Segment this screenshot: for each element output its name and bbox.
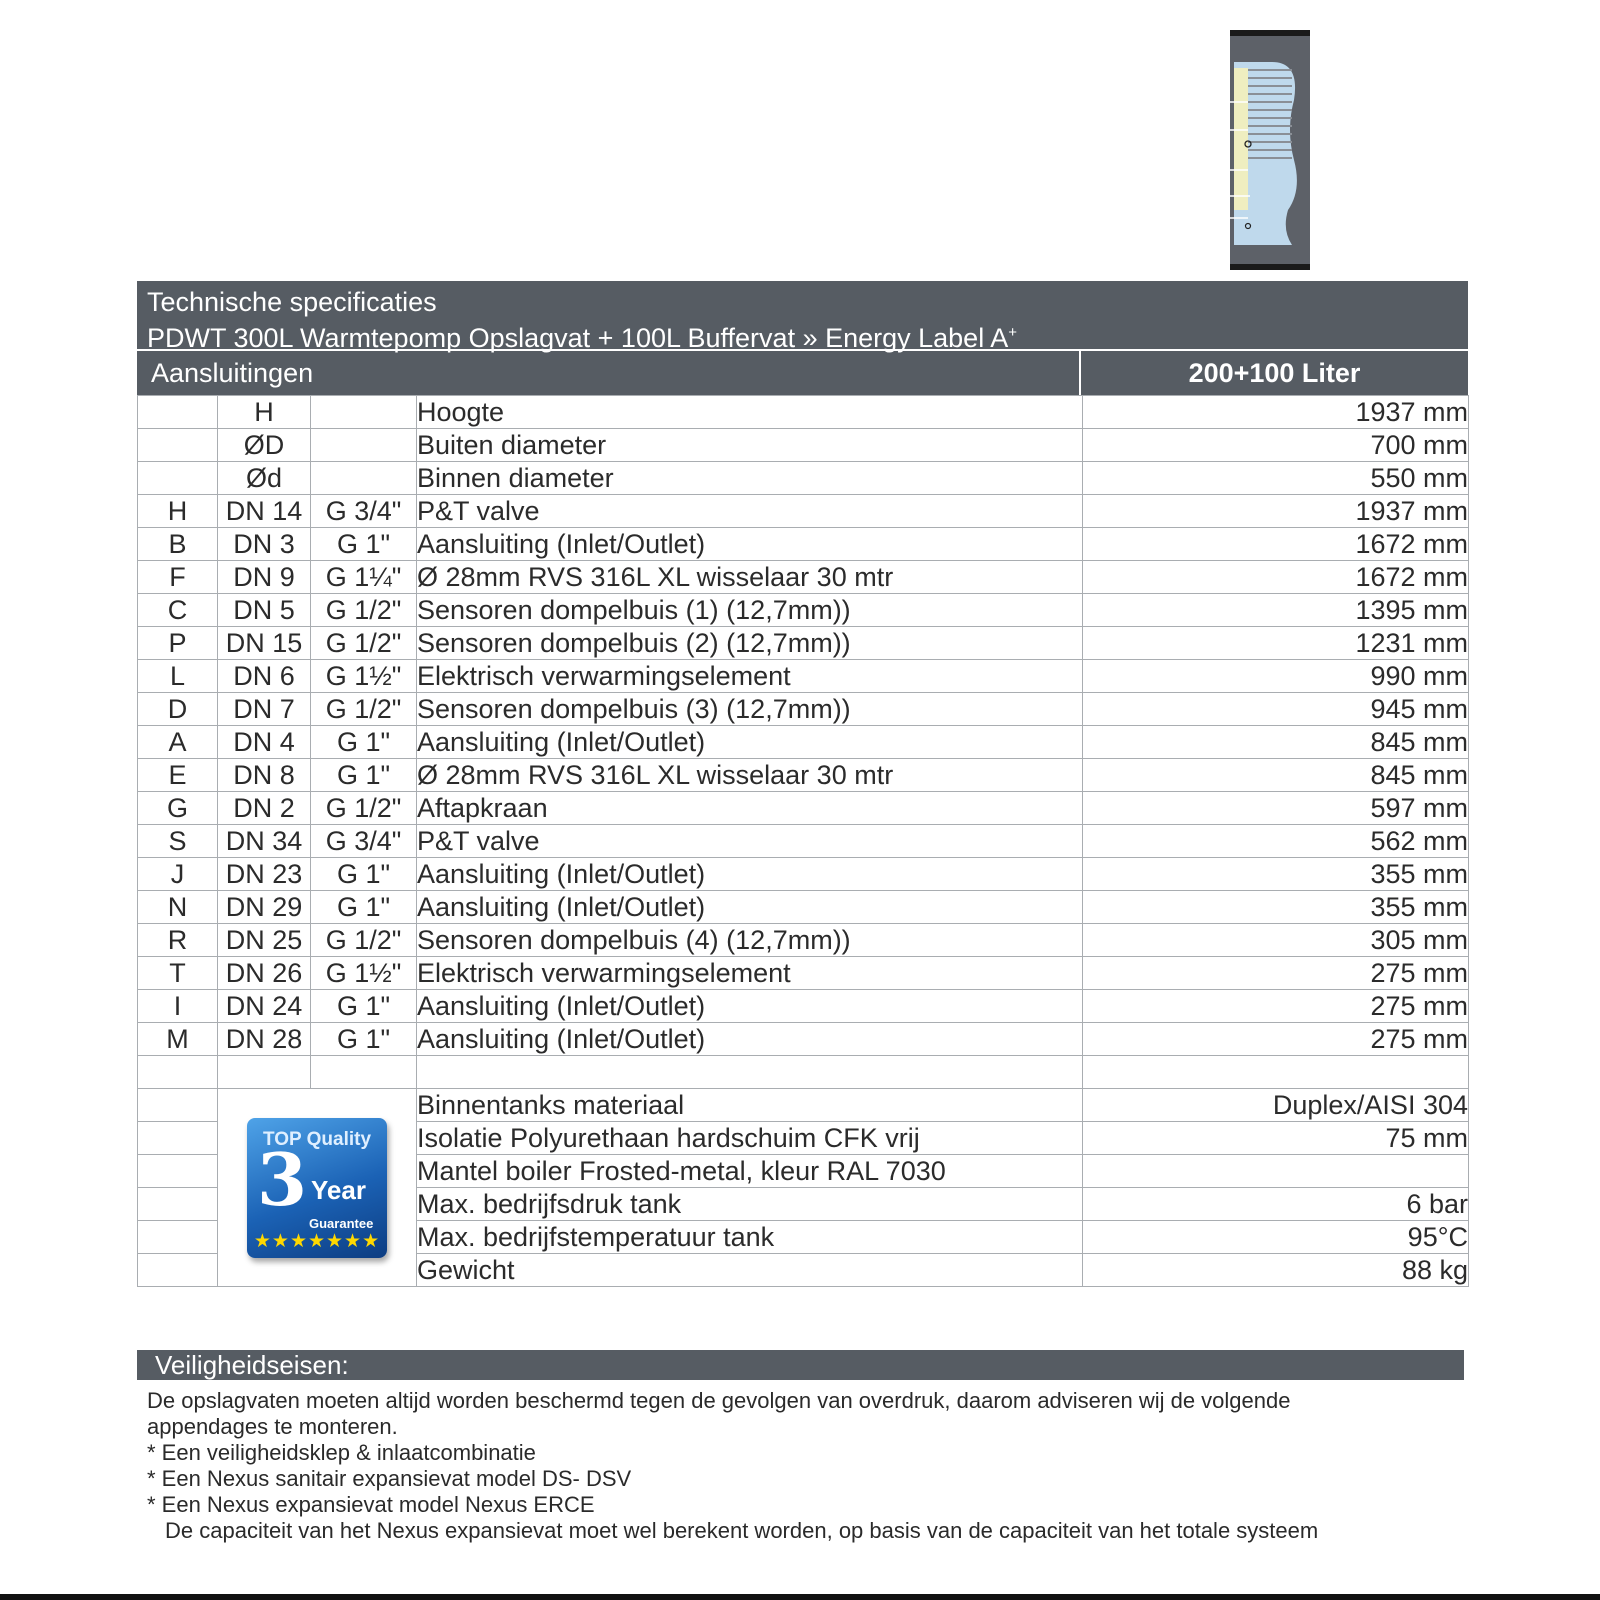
connection-thread: G 1": [311, 726, 417, 759]
connection-height: 275 mm: [1083, 957, 1469, 990]
bottom-bar: [0, 1594, 1600, 1600]
connection-thread: G 1½": [311, 957, 417, 990]
connection-height: 275 mm: [1083, 1023, 1469, 1056]
connection-code: G: [138, 792, 218, 825]
property-label: Binnentanks materiaal: [417, 1089, 1083, 1122]
spec-header: [137, 281, 1468, 353]
connection-code: H: [138, 495, 218, 528]
table-row: [138, 396, 1469, 429]
connection-dn: DN 5: [218, 594, 311, 627]
empty-cell: [138, 1056, 218, 1089]
connection-thread: G 1": [311, 990, 417, 1023]
safety-section: [137, 1350, 1464, 1544]
table-row: [138, 726, 1469, 759]
connection-description: Hoogte: [417, 396, 1083, 429]
connection-description: Aansluiting (Inlet/Outlet): [417, 858, 1083, 891]
storage-tank-illustration: [1228, 30, 1312, 270]
spec-rows-body: [138, 396, 1469, 1287]
property-value: 95°C: [1083, 1221, 1469, 1254]
safety-title: Veiligheidseisen:: [137, 1350, 1464, 1380]
badge-stars: ★★★★★★★: [253, 1230, 381, 1252]
connection-dn: Ød: [218, 462, 311, 495]
connection-thread: G 1": [311, 891, 417, 924]
guarantee-badge-cell: [218, 1089, 417, 1287]
connection-thread: G 1/2": [311, 693, 417, 726]
connection-description: Aansluiting (Inlet/Outlet): [417, 1023, 1083, 1056]
connection-height: 945 mm: [1083, 693, 1469, 726]
connection-code: B: [138, 528, 218, 561]
connection-code: F: [138, 561, 218, 594]
table-row: [138, 792, 1469, 825]
empty-cell: [1083, 1056, 1469, 1089]
connection-code: I: [138, 990, 218, 1023]
table-row: [138, 693, 1469, 726]
connection-thread: G 1½": [311, 660, 417, 693]
connection-code: L: [138, 660, 218, 693]
badge-number: 3: [257, 1136, 308, 1222]
connection-height: 1672 mm: [1083, 528, 1469, 561]
connection-code: S: [138, 825, 218, 858]
safety-body: [137, 1380, 1464, 1544]
empty-cell: [417, 1056, 1083, 1089]
connection-thread: G 3/4": [311, 825, 417, 858]
connection-code: [138, 462, 218, 495]
connection-thread: G 1/2": [311, 924, 417, 957]
connection-dn: DN 28: [218, 1023, 311, 1056]
connection-height: 305 mm: [1083, 924, 1469, 957]
connection-description: Sensoren dompelbuis (1) (12,7mm)): [417, 594, 1083, 627]
connection-dn: DN 23: [218, 858, 311, 891]
table-row: [138, 825, 1469, 858]
property-label: Gewicht: [417, 1254, 1083, 1287]
table-row: [138, 429, 1469, 462]
connection-code: A: [138, 726, 218, 759]
connection-code: D: [138, 693, 218, 726]
connection-thread: G 1": [311, 528, 417, 561]
table-row: [138, 891, 1469, 924]
connection-height: 700 mm: [1083, 429, 1469, 462]
property-label: Max. bedrijfsdruk tank: [417, 1188, 1083, 1221]
connection-thread: [311, 462, 417, 495]
table-row: [138, 858, 1469, 891]
table-row: [138, 528, 1469, 561]
table-row: [138, 924, 1469, 957]
safety-line: De opslagvaten moeten altijd worden beschermd tegen de gevolgen van overdruk, daarom adviseren wij de volgende: [147, 1388, 1291, 1413]
connection-dn: ØD: [218, 429, 311, 462]
connection-dn: DN 29: [218, 891, 311, 924]
connection-description: Ø 28mm RVS 316L XL wisselaar 30 mtr: [417, 759, 1083, 792]
spacer-row: [138, 1056, 1469, 1089]
connection-thread: G 1": [311, 759, 417, 792]
connection-height: 597 mm: [1083, 792, 1469, 825]
connection-dn: DN 26: [218, 957, 311, 990]
connection-height: 1672 mm: [1083, 561, 1469, 594]
property-label: Mantel boiler Frosted-metal, kleur RAL 7030: [417, 1155, 1083, 1188]
connection-code: P: [138, 627, 218, 660]
badge-top-text: TOP Quality: [262, 1128, 372, 1150]
connection-code: M: [138, 1023, 218, 1056]
connection-code: R: [138, 924, 218, 957]
safety-line: * Een veiligheidsklep & inlaatcombinatie: [147, 1440, 536, 1465]
connection-code: N: [138, 891, 218, 924]
safety-note: De capaciteit van het Nexus expansievat moet wel berekent worden, op basis van de capaciteit van het totale systeem: [165, 1518, 1319, 1543]
property-value: Duplex/AISI 304: [1083, 1089, 1469, 1122]
connection-description: Aftapkraan: [417, 792, 1083, 825]
connection-description: Aansluiting (Inlet/Outlet): [417, 726, 1083, 759]
connection-code: J: [138, 858, 218, 891]
connection-description: Elektrisch verwarmingselement: [417, 660, 1083, 693]
safety-line: * Een Nexus sanitair expansievat model DS- DSV: [147, 1466, 632, 1491]
empty-cell: [311, 1056, 417, 1089]
spec-title: Technische specificaties: [147, 287, 437, 317]
capacity-header-label: 200+100 Liter: [1188, 358, 1361, 388]
connection-description: Sensoren dompelbuis (3) (12,7mm)): [417, 693, 1083, 726]
connection-dn: DN 8: [218, 759, 311, 792]
property-value: [1083, 1155, 1469, 1188]
table-row: [138, 957, 1469, 990]
safety-line: * Een Nexus expansievat model Nexus ERCE: [147, 1492, 595, 1517]
table-row: [138, 759, 1469, 792]
connection-height: 1937 mm: [1083, 495, 1469, 528]
connection-description: Aansluiting (Inlet/Outlet): [417, 528, 1083, 561]
connection-dn: DN 25: [218, 924, 311, 957]
connection-code: E: [138, 759, 218, 792]
badge-year: Year: [311, 1174, 366, 1205]
table-row: [138, 660, 1469, 693]
connection-description: Elektrisch verwarmingselement: [417, 957, 1083, 990]
connection-height: 355 mm: [1083, 891, 1469, 924]
connection-dn: DN 3: [218, 528, 311, 561]
connection-thread: G 1¼": [311, 561, 417, 594]
connection-thread: [311, 396, 417, 429]
spec-subtitle-text: PDWT 300L Warmtepomp Opslagvat + 100L Buffervat » Energy Label A: [147, 323, 1009, 353]
empty-cell: [138, 1254, 218, 1287]
connection-description: Aansluiting (Inlet/Outlet): [417, 990, 1083, 1023]
empty-cell: [138, 1221, 218, 1254]
table-row: [138, 1023, 1469, 1056]
property-value: 88 kg: [1083, 1254, 1469, 1287]
connection-dn: H: [218, 396, 311, 429]
property-value: 6 bar: [1083, 1188, 1469, 1221]
connection-description: Buiten diameter: [417, 429, 1083, 462]
connection-thread: G 1/2": [311, 594, 417, 627]
table-row: [138, 594, 1469, 627]
spec-table: [137, 281, 1468, 1287]
property-value: 75 mm: [1083, 1122, 1469, 1155]
empty-cell: [138, 1122, 218, 1155]
connection-height: 990 mm: [1083, 660, 1469, 693]
connection-thread: [311, 429, 417, 462]
spec-rows: [137, 395, 1469, 1287]
connection-thread: G 1/2": [311, 792, 417, 825]
empty-cell: [138, 1155, 218, 1188]
table-row: [138, 495, 1469, 528]
connection-height: 1231 mm: [1083, 627, 1469, 660]
connection-height: 845 mm: [1083, 759, 1469, 792]
connection-description: P&T valve: [417, 495, 1083, 528]
table-row: [138, 561, 1469, 594]
connection-height: 550 mm: [1083, 462, 1469, 495]
table-row: [138, 462, 1469, 495]
connection-code: C: [138, 594, 218, 627]
property-label: Max. bedrijfstemperatuur tank: [417, 1221, 1083, 1254]
connection-code: [138, 429, 218, 462]
connection-height: 845 mm: [1083, 726, 1469, 759]
connections-header-label: Aansluitingen: [137, 351, 1081, 395]
empty-cell: [218, 1056, 311, 1089]
property-label: Isolatie Polyurethaan hardschuim CFK vrij: [417, 1122, 1083, 1155]
connection-dn: DN 34: [218, 825, 311, 858]
guarantee-badge: [247, 1118, 387, 1258]
table-row: [138, 990, 1469, 1023]
connections-header: [137, 349, 1468, 395]
connection-description: P&T valve: [417, 825, 1083, 858]
connection-dn: DN 7: [218, 693, 311, 726]
connection-height: 1395 mm: [1083, 594, 1469, 627]
safety-line: appendages te monteren.: [147, 1414, 398, 1439]
connection-dn: DN 2: [218, 792, 311, 825]
property-row: [138, 1089, 1469, 1122]
connection-dn: DN 15: [218, 627, 311, 660]
connection-dn: DN 9: [218, 561, 311, 594]
empty-cell: [138, 1188, 218, 1221]
connection-height: 275 mm: [1083, 990, 1469, 1023]
connection-thread: G 3/4": [311, 495, 417, 528]
table-row: [138, 627, 1469, 660]
empty-cell: [138, 1089, 218, 1122]
connection-description: Binnen diameter: [417, 462, 1083, 495]
connection-dn: DN 6: [218, 660, 311, 693]
badge-guarantee: Guarantee: [309, 1215, 374, 1231]
connection-code: T: [138, 957, 218, 990]
connection-dn: DN 14: [218, 495, 311, 528]
connection-height: 1937 mm: [1083, 396, 1469, 429]
energy-label-sup: +: [1008, 324, 1017, 341]
connection-description: Sensoren dompelbuis (2) (12,7mm)): [417, 627, 1083, 660]
connection-code: [138, 396, 218, 429]
connection-height: 355 mm: [1083, 858, 1469, 891]
connection-thread: G 1/2": [311, 627, 417, 660]
connection-height: 562 mm: [1083, 825, 1469, 858]
connection-dn: DN 24: [218, 990, 311, 1023]
connection-thread: G 1": [311, 1023, 417, 1056]
connection-description: Sensoren dompelbuis (4) (12,7mm)): [417, 924, 1083, 957]
connection-description: Aansluiting (Inlet/Outlet): [417, 891, 1083, 924]
connection-thread: G 1": [311, 858, 417, 891]
connection-description: Ø 28mm RVS 316L XL wisselaar 30 mtr: [417, 561, 1083, 594]
connection-dn: DN 4: [218, 726, 311, 759]
